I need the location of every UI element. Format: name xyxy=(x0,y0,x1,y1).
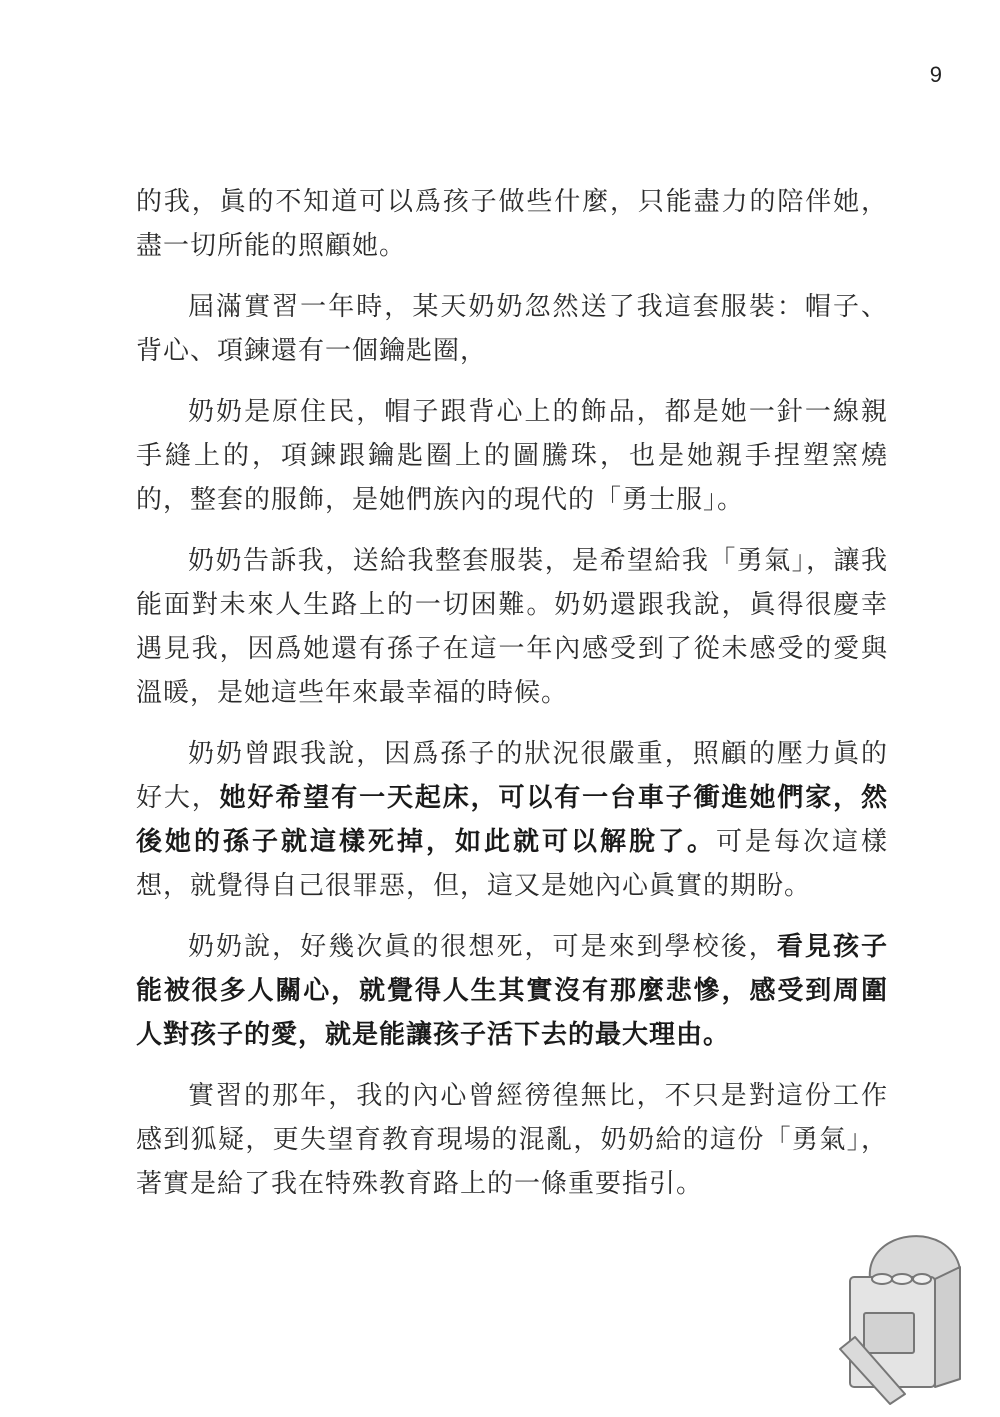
paragraph-4-text: 奶奶告訴我，送給我整套服裝，是希望給我「勇氣」，讓我能面對未來人生路上的一切困難。奶奶還跟我說，眞得很慶幸遇見我，因爲她還有孫子在這一年內感受到了從未感受的愛與溫暖，是她這些年來最幸福的時候。 xyxy=(136,546,888,708)
paragraph-6-text-a: 奶奶說，好幾次眞的很想死，可是來到學校後， xyxy=(188,932,777,962)
paragraph-7 xyxy=(136,1074,888,1206)
paragraph-4 xyxy=(136,539,888,715)
paragraph-3 xyxy=(136,390,888,522)
paragraph-3-text: 奶奶是原住民，帽子跟背心上的飾品，都是她一針一線親手縫上的，項鍊跟鑰匙圈上的圖騰珠，也是她親手捏塑窯燒的，整套的服飾，是她們族內的現代的「勇士服」。 xyxy=(136,397,888,515)
paragraph-2 xyxy=(136,285,888,373)
page-number: 9 xyxy=(929,62,942,87)
gift-box-illustration xyxy=(820,1209,980,1409)
paragraph-5 xyxy=(136,732,888,908)
paragraph-1-text: 的我，眞的不知道可以爲孩子做些什麼，只能盡力的陪伴她，盡一切所能的照顧她。 xyxy=(136,187,888,261)
paragraph-5-text-a: 奶奶曾跟我說，因爲孫子的狀況很嚴重，照顧的壓力眞的好大， xyxy=(136,739,888,813)
paragraph-7-text: 實習的那年，我的內心曾經徬徨無比，不只是對這份工作感到狐疑，更失望育教育現場的混亂，奶奶給的這份「勇氣」，著實是給了我在特殊教育路上的一條重要指引。 xyxy=(136,1081,888,1199)
paragraph-1 xyxy=(136,180,888,268)
paragraph-5-emphasis: 她好希望有一天起床，可以有一台車子衝進她們家，然後她的孫子就這樣死掉，如此就可以解脫了。 xyxy=(136,783,888,857)
body-text xyxy=(136,180,888,1223)
paragraph-5-text-b: 可是每次這樣想，就覺得自己很罪惡，但，這又是她內心眞實的期盼。 xyxy=(136,827,888,901)
paragraph-6 xyxy=(136,925,888,1057)
paragraph-2-text: 屆滿實習一年時，某天奶奶忽然送了我這套服裝：帽子、背心、項鍊還有一個鑰匙圈， xyxy=(136,292,888,366)
paragraph-6-emphasis: 看見孩子能被很多人關心，就覺得人生其實沒有那麼悲慘，感受到周圍人對孩子的愛，就是能讓孩子活下去的最大理由。 xyxy=(136,932,888,1050)
